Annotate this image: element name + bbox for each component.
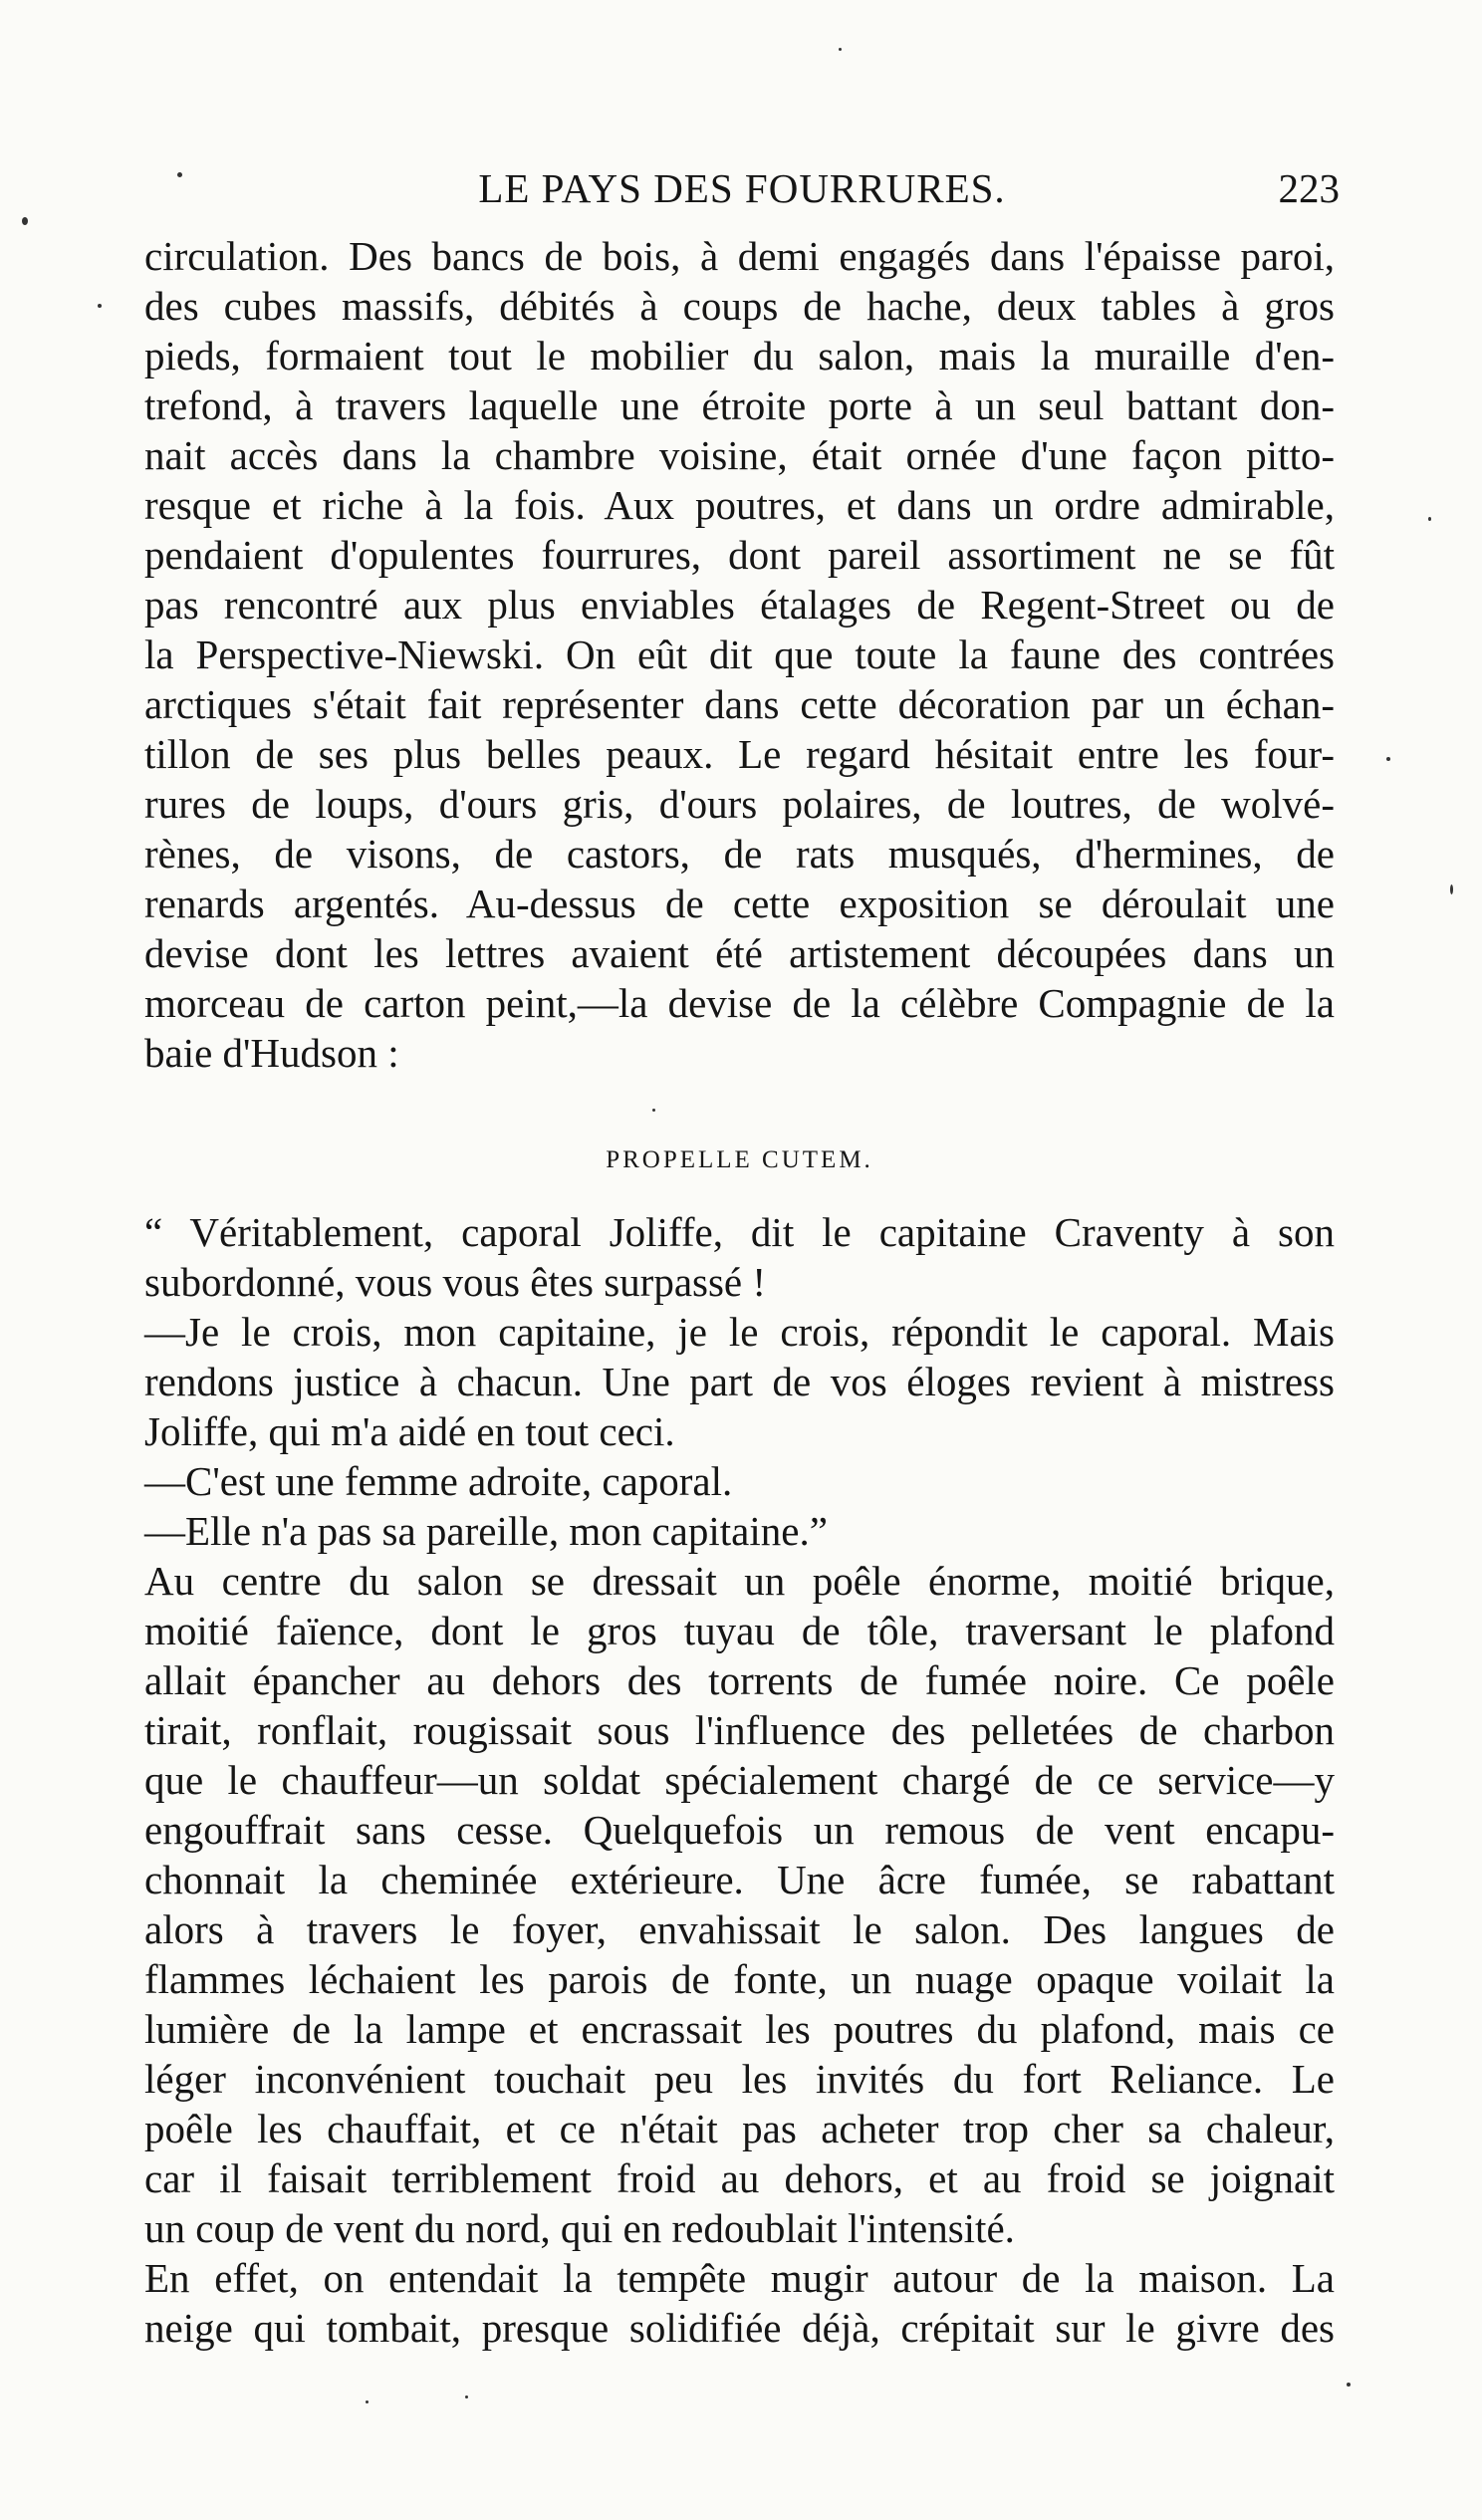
text-line: tillon de ses plus belles peaux. Le regard hésitait entre les four- (144, 731, 1335, 777)
paper-speck (839, 48, 842, 51)
paper-speck (1450, 884, 1453, 894)
text-line: —Elle n'a pas sa pareille, mon capitaine.” (144, 1508, 828, 1554)
paper-speck (366, 2400, 369, 2403)
text-line: pendaient d'opulentes fourrures, dont pareil assortiment ne se fût (144, 532, 1335, 578)
text-line: Joliffe, qui m'a aidé en tout ceci. (144, 1408, 675, 1454)
text-line: Au centre du salon se dressait un poêle énorme, moitié brique, (144, 1558, 1335, 1604)
text-line: que le chauffeur—un soldat spécialement chargé de ce service—y (144, 1757, 1335, 1803)
text-line: car il faisait terriblement froid au dehors, et au froid se joignait (144, 2155, 1335, 2201)
paper-speck (652, 1109, 655, 1112)
text-line: rendons justice à chacun. Une part de vos éloges revient à mistress (144, 1359, 1335, 1404)
motto: PROPELLE CUTEM. (606, 1146, 873, 1173)
paper-speck (1347, 2383, 1351, 2387)
text-line: poêle les chauffait, et ce n'était pas acheter trop cher sa chaleur, (144, 2106, 1335, 2151)
text-line: allait épancher au dehors des torrents de fumée noire. Ce poêle (144, 1657, 1335, 1703)
text-line: engouffrait sans cesse. Quelquefois un remous de vent encapu- (144, 1807, 1335, 1853)
text-line: chonnait la cheminée extérieure. Une âcre fumée, se rabattant (144, 1857, 1335, 1902)
text-line: nait accès dans la chambre voisine, était ornée d'une façon pitto- (144, 432, 1335, 478)
text-line: rènes, de visons, de castors, de rats musqués, d'hermines, de (144, 831, 1335, 877)
paper-speck (177, 172, 182, 177)
text-line: —Je le crois, mon capitaine, je le crois, répondit le caporal. Mais (144, 1309, 1335, 1355)
text-line: arctiques s'était fait représenter dans cette décoration par un échan- (144, 681, 1335, 727)
text-line: flammes léchaient les parois de fonte, un nuage opaque voilait la (144, 1956, 1335, 2002)
paragraph-3 (144, 2253, 1335, 2353)
text-line: léger inconvénient touchait peu les invités du fort Reliance. Le (144, 2056, 1335, 2102)
text-line: —C'est une femme adroite, caporal. (144, 1458, 733, 1504)
text-line: subordonné, vous vous êtes surpassé ! (144, 1259, 767, 1305)
dialogue (144, 1207, 1335, 1556)
text-line: morceau de carton peint,—la devise de la célèbre Compagnie de la (144, 980, 1335, 1026)
text-line: “ Véritablement, caporal Joliffe, dit le capitaine Craventy à son (144, 1209, 1335, 1255)
paragraph-1 (144, 231, 1335, 1078)
text-line: moitié faïence, dont le gros tuyau de tôle, traversant le plafond (144, 1608, 1335, 1653)
text-line: renards argentés. Au-dessus de cette exposition se déroulait une (144, 881, 1335, 926)
text-line: baie d'Hudson : (144, 1030, 399, 1076)
text-line: rures de loups, d'ours gris, d'ours polaires, de loutres, de wolvé- (144, 781, 1335, 827)
text-line: la Perspective-Niewski. On eût dit que toute la faune des contrées (144, 631, 1335, 677)
running-title: LE PAYS DES FOURRURES. (478, 165, 1006, 211)
text-line: pieds, formaient tout le mobilier du salon, mais la muraille d'en- (144, 333, 1335, 378)
text-line: un coup de vent du nord, qui en redoublait l'intensité. (144, 2205, 1015, 2251)
text-line: pas rencontré aux plus enviables étalages de Regent-Street ou de (144, 582, 1335, 628)
paper-speck (465, 2395, 468, 2398)
text-line: devise dont les lettres avaient été artistement découpées dans un (144, 930, 1335, 976)
paragraph-2 (144, 1556, 1335, 2253)
text-line: En effet, on entendait la tempête mugir autour de la maison. La (144, 2255, 1335, 2301)
paper-speck (98, 304, 102, 308)
text-line: alors à travers le foyer, envahissait le salon. Des langues de (144, 1906, 1335, 1952)
text-line: neige qui tombait, presque solidifiée déjà, crépitait sur le givre des (144, 2305, 1335, 2351)
page-number: 223 (1278, 165, 1340, 211)
paper-speck (1386, 757, 1390, 761)
text-line: tirait, ronflait, rougissait sous l'influence des pelletées de charbon (144, 1707, 1335, 1753)
text-line: des cubes massifs, débités à coups de hache, deux tables à gros (144, 283, 1335, 329)
text-line: lumière de la lampe et encrassait les poutres du plafond, mais ce (144, 2006, 1335, 2052)
body-text (144, 231, 1335, 2353)
text-line: trefond, à travers laquelle une étroite porte à un seul battant don- (144, 382, 1335, 428)
page-header (144, 164, 1340, 224)
text-line: circulation. Des bancs de bois, à demi engagés dans l'épaisse paroi, (144, 233, 1335, 279)
paper-speck (1428, 517, 1431, 521)
text-line: resque et riche à la fois. Aux poutres, et dans un ordre admirable, (144, 482, 1335, 528)
paper-speck (22, 217, 28, 225)
